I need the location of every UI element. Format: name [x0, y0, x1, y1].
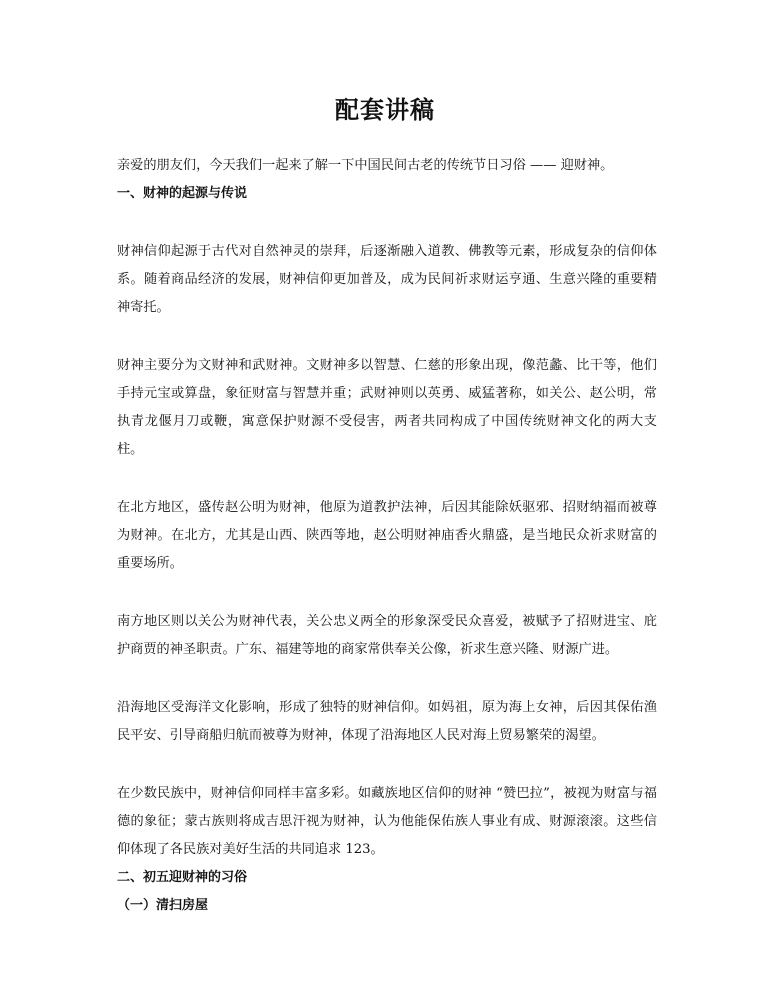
paragraph-coastal: 沿海地区受海洋文化影响，形成了独特的财神信仰。如妈祖，原为海上女神，后因其保佑渔民平安、引导商船归航而被尊为财神，体现了沿海地区人民对海上贸易繁荣的渴望。 — [117, 700, 657, 743]
section-heading-customs: 二、初五迎财神的习俗 — [117, 870, 248, 885]
paragraph-north: 在北方地区，盛传赵公明为财神，他原为道教护法神，后因其能除妖驱邪、招财纳福而被尊为财神。在北方，尤其是山西、陕西等地，赵公明财神庙香火鼎盛，是当地民众祈求财富的重要场所。 — [117, 500, 657, 571]
paragraph-origin: 财神信仰起源于古代对自然神灵的崇拜，后逐渐融入道教、佛教等元素，形成复杂的信仰体系。随着商品经济的发展，财神信仰更加普及，成为民间祈求财运亨通、生意兴隆的重要精神寄托。 — [117, 244, 657, 315]
paragraph-minorities: 在少数民族中，财神信仰同样丰富多彩。如藏族地区信仰的财神 “赞巴拉”，被视为财富与福德的象征；蒙古族则将成吉思汗视为财神，认为他能保佑族人事业有成、财源滚滚。这些信仰体现了各民族对美好生活的共同追求 123。 — [117, 786, 657, 857]
document-body — [117, 152, 657, 920]
section-heading-origin: 一、财神的起源与传说 — [117, 186, 248, 201]
page-title: 配套讲稿 — [335, 96, 435, 124]
intro-paragraph: 亲爱的朋友们，今天我们一起来了解一下中国民间古老的传统节日习俗 —— 迎财神。 — [117, 158, 614, 173]
paragraph-civil-military: 财神主要分为文财神和武财神。文财神多以智慧、仁慈的形象出现，像范蠡、比干等，他们手持元宝或算盘，象征财富与智慧并重；武财神则以英勇、威猛著称，如关公、赵公明，常执青龙偃月刀或鞭，寓意保护财源不受侵害，两者共同构成了中国传统财神文化的两大支柱。 — [117, 358, 657, 457]
paragraph-south: 南方地区则以关公为财神代表，关公忠义两全的形象深受民众喜爱，被赋予了招财进宝、庇护商贾的神圣职责。广东、福建等地的商家常供奉关公像，祈求生意兴隆、财源广进。 — [117, 614, 657, 657]
subsection-heading-cleaning: （一）清扫房屋 — [117, 898, 209, 913]
